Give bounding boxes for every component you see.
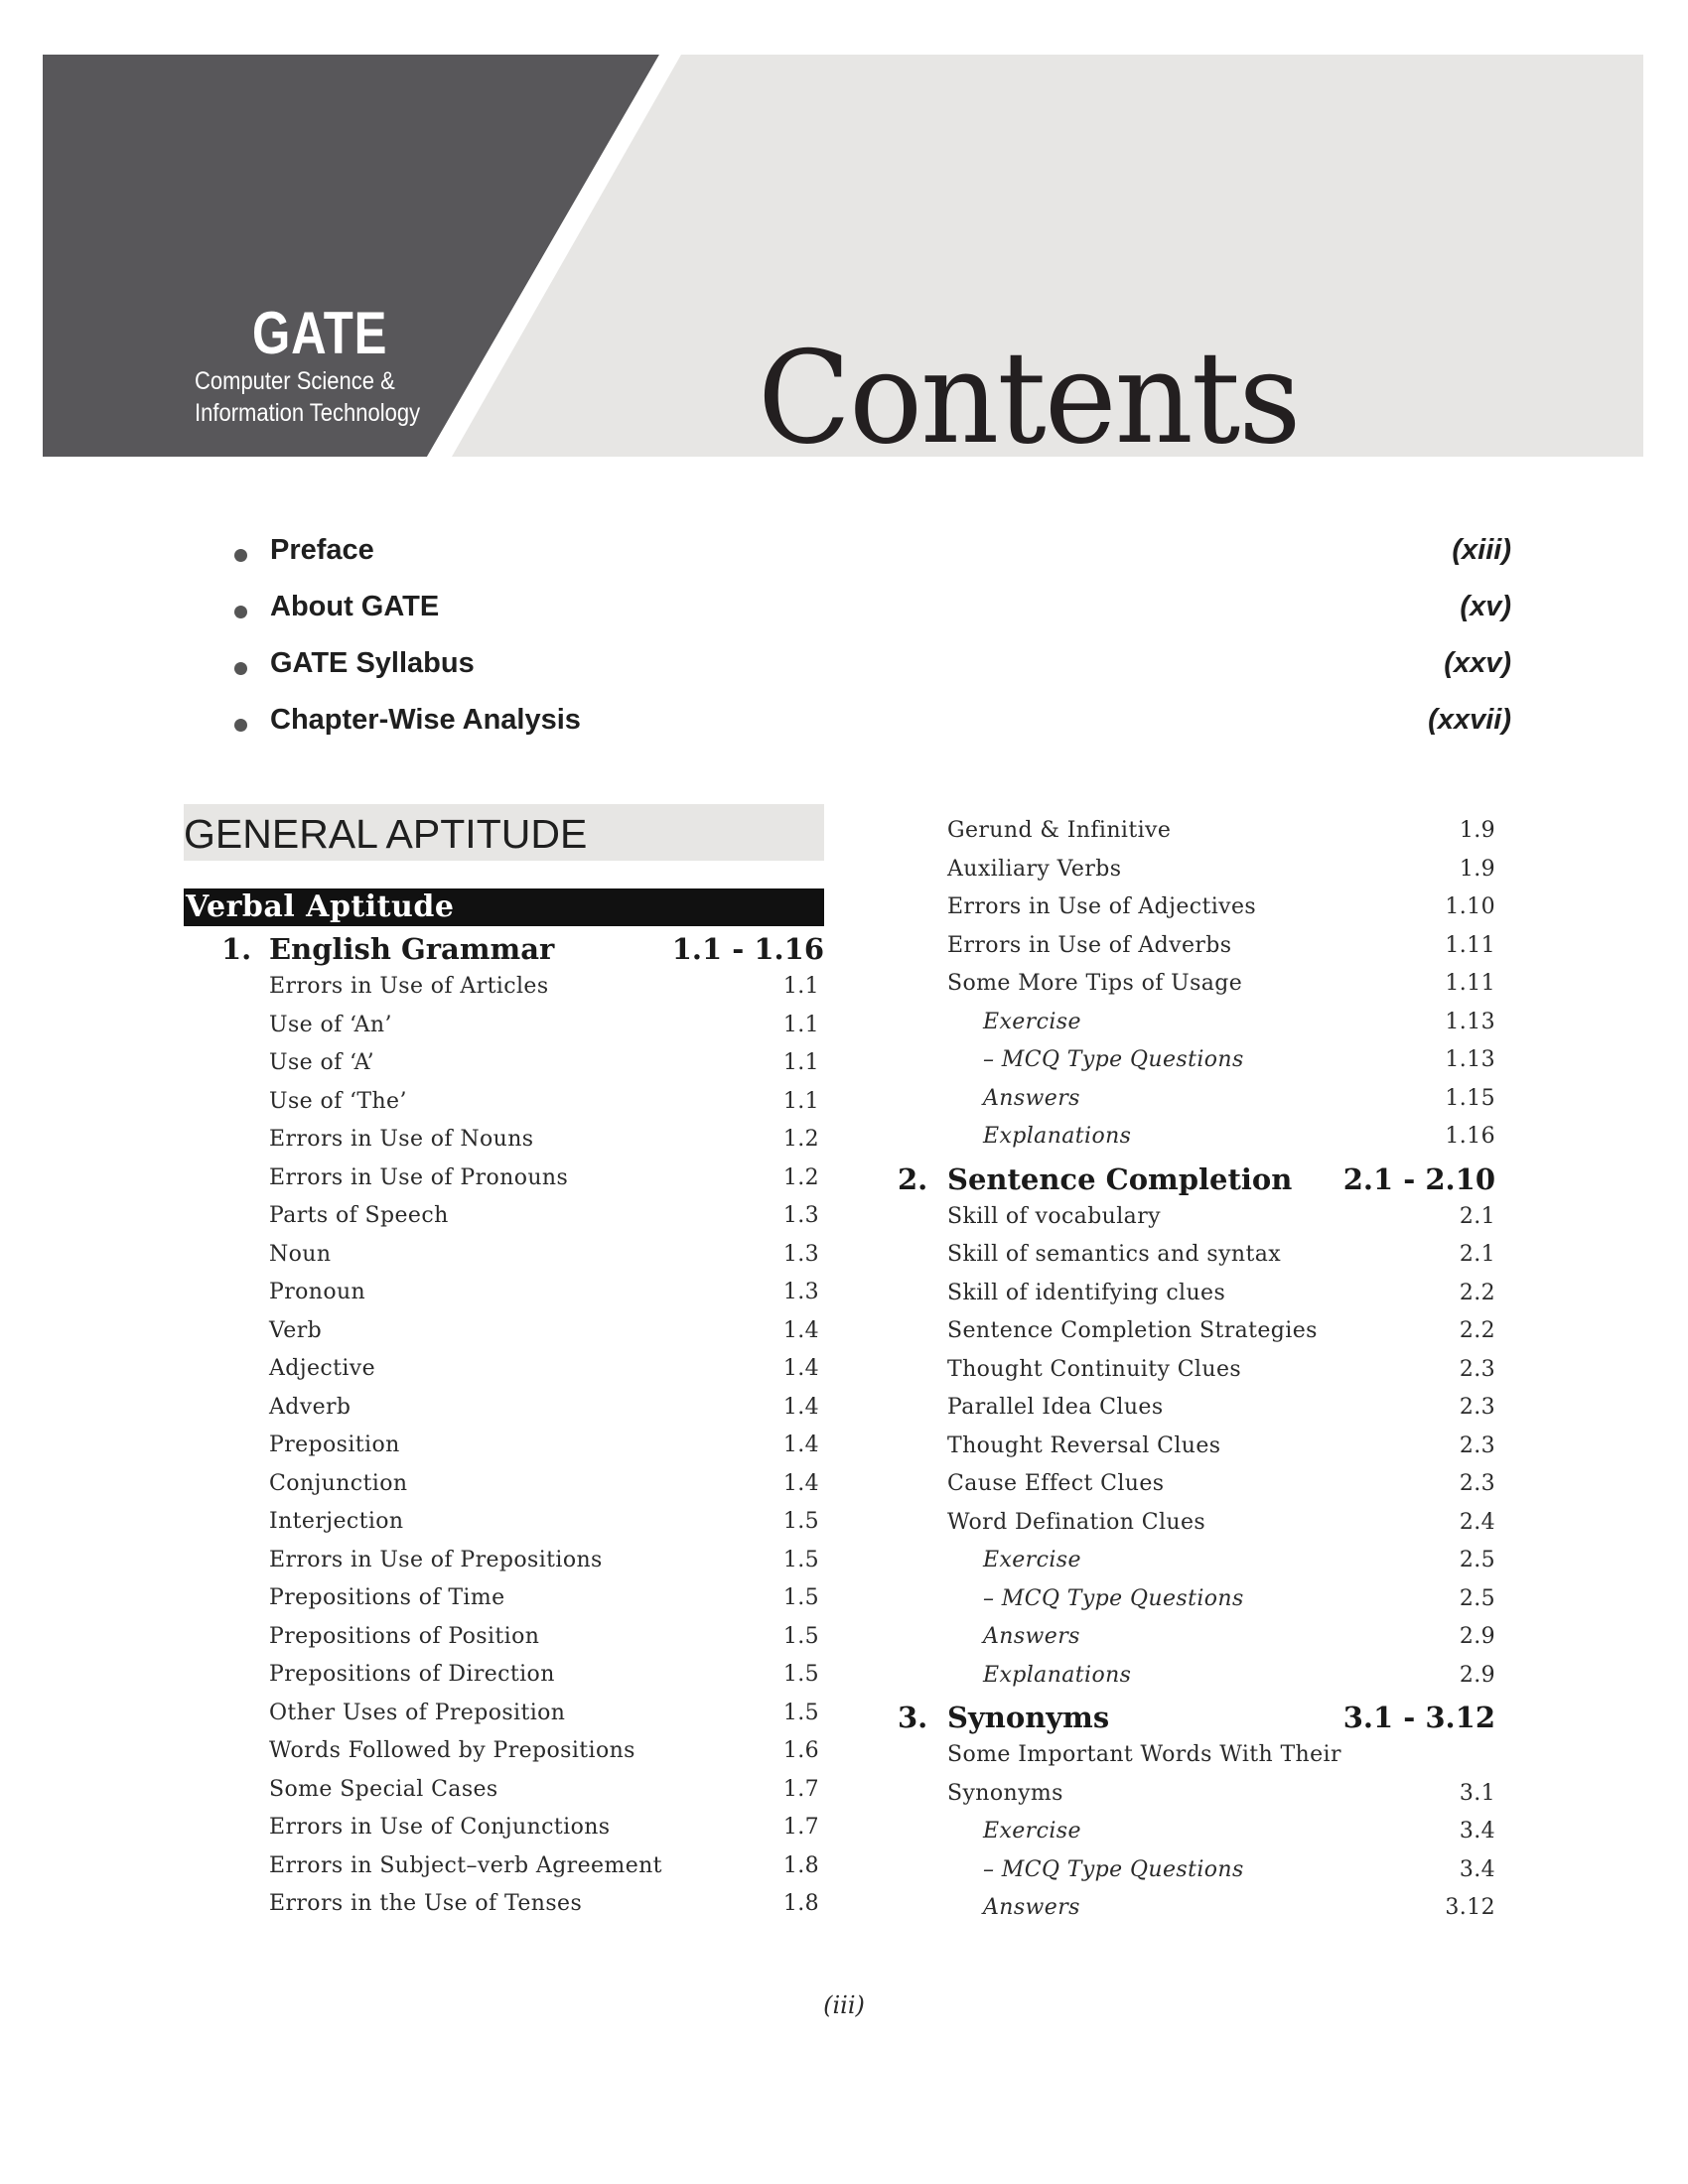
toc-entry[interactable] <box>890 1041 1495 1080</box>
toc-entry[interactable] <box>890 1389 1495 1428</box>
toc-entry-page: 1.3 <box>782 1241 819 1267</box>
toc-entry-page: 1.3 <box>782 1203 819 1228</box>
toc-entry[interactable] <box>184 1083 824 1122</box>
chapter-3-entries <box>890 1736 1495 1928</box>
chapter-title: Sentence Completion <box>947 1161 1293 1196</box>
toc-entry[interactable] <box>890 812 1495 851</box>
toc-entry-title: Errors in Use of Pronouns <box>269 1164 569 1190</box>
toc-entry[interactable] <box>890 965 1495 1004</box>
toc-entry[interactable] <box>184 1809 824 1847</box>
front-matter-label: GATE Syllabus <box>270 647 475 679</box>
toc-entry-title: Synonyms <box>947 1780 1063 1806</box>
chapter-number: 2. <box>898 1161 928 1196</box>
toc-left-column <box>184 804 824 1924</box>
toc-entry-title: Parts of Speech <box>269 1203 449 1228</box>
toc-entry[interactable] <box>184 1389 824 1428</box>
toc-entry-title: Use of ‘A’ <box>269 1050 375 1075</box>
page-number: (iii) <box>823 1991 865 2019</box>
toc-entry-title: Adjective <box>269 1356 376 1381</box>
toc-entry-title: Some More Tips of Usage <box>947 971 1243 996</box>
toc-entry[interactable] <box>184 1695 824 1733</box>
front-matter-label: About GATE <box>270 591 440 622</box>
chapter-heading-3[interactable] <box>890 1695 1495 1736</box>
toc-entry-page: 2.5 <box>1459 1548 1495 1572</box>
toc-entry-page: 1.15 <box>1445 1085 1495 1111</box>
front-matter-item[interactable] <box>230 589 1511 645</box>
chapter-2-entries <box>890 1198 1495 1696</box>
chapter-title: English Grammar <box>269 932 555 966</box>
toc-entry-page: 3.4 <box>1459 1819 1495 1843</box>
chapter-page-range: 3.1 - 3.12 <box>1342 1701 1495 1734</box>
toc-entry-page: 2.5 <box>1459 1585 1495 1611</box>
toc-entry[interactable] <box>890 1236 1495 1275</box>
toc-entry[interactable] <box>184 1465 824 1504</box>
toc-entry-page: 1.5 <box>782 1662 819 1687</box>
toc-entry[interactable] <box>890 1657 1495 1696</box>
toc-entry-title: Some Important Words With Their <box>947 1742 1341 1767</box>
toc-entry-title: Parallel Idea Clues <box>947 1395 1164 1420</box>
toc-entry-page: 3.1 <box>1459 1780 1495 1806</box>
toc-entry-title: Errors in Use of Articles <box>269 974 549 999</box>
chapter-heading-2[interactable] <box>890 1157 1495 1198</box>
toc-entry-page: 1.11 <box>1445 971 1495 996</box>
toc-entry-title: Words Followed by Prepositions <box>269 1738 635 1763</box>
toc-entry[interactable] <box>890 851 1495 889</box>
toc-entry-page: 1.11 <box>1445 932 1495 958</box>
toc-entry-page: 1.7 <box>782 1776 819 1802</box>
toc-entry-page: 1.13 <box>1445 1047 1495 1072</box>
chapter-page-range: 2.1 - 2.10 <box>1342 1161 1495 1196</box>
brand-name: GATE <box>252 300 388 366</box>
toc-entry[interactable] <box>890 1351 1495 1390</box>
front-matter-item[interactable] <box>230 645 1511 702</box>
toc-entry-title: Preposition <box>269 1433 400 1457</box>
toc-entry-page: 1.9 <box>1459 856 1495 882</box>
toc-entry-page: 1.16 <box>1445 1124 1495 1149</box>
chapter-1-entries <box>184 968 824 1924</box>
toc-entry[interactable] <box>890 1080 1495 1119</box>
toc-entry[interactable] <box>184 1160 824 1198</box>
toc-entry[interactable] <box>890 1198 1495 1237</box>
toc-entry-page: 1.5 <box>782 1623 819 1649</box>
toc-entry[interactable] <box>890 1118 1495 1157</box>
toc-entry-page: 1.9 <box>1459 818 1495 843</box>
front-matter-list <box>230 532 1511 758</box>
toc-entry[interactable] <box>890 1580 1495 1619</box>
toc-entry[interactable] <box>184 968 824 1007</box>
bullet-icon <box>234 549 247 562</box>
toc-entry-title: Use of ‘The’ <box>269 1088 407 1114</box>
toc-entry[interactable] <box>184 1121 824 1160</box>
toc-entry-title: Skill of semantics and syntax <box>947 1242 1282 1267</box>
toc-entry-page: 1.1 <box>782 1050 819 1075</box>
toc-entry[interactable] <box>890 1465 1495 1504</box>
chapter-title: Synonyms <box>947 1701 1110 1734</box>
toc-entry[interactable] <box>890 1312 1495 1351</box>
toc-entry-page: 2.4 <box>1459 1509 1495 1535</box>
toc-entry-title: Cause Effect Clues <box>947 1471 1165 1496</box>
toc-entry-title: Prepositions of Time <box>269 1585 505 1610</box>
toc-entry-page: 1.5 <box>782 1585 819 1610</box>
bullet-icon <box>234 606 247 618</box>
toc-entry[interactable] <box>184 1044 824 1083</box>
toc-entry-page: 2.3 <box>1459 1356 1495 1382</box>
toc-entry-title: Gerund & Infinitive <box>947 818 1172 843</box>
front-matter-page: (xiii) <box>1452 534 1511 566</box>
toc-entry[interactable] <box>890 1889 1495 1928</box>
toc-entry-page: 2.3 <box>1459 1395 1495 1420</box>
toc-entry-page: 1.4 <box>782 1317 819 1343</box>
toc-entry-page: 1.2 <box>782 1127 819 1152</box>
toc-entry[interactable] <box>184 1427 824 1465</box>
toc-entry-page: 3.4 <box>1459 1856 1495 1882</box>
toc-entry-page: 2.2 <box>1459 1280 1495 1305</box>
toc-entry-title: Conjunction <box>269 1470 408 1496</box>
toc-entry-page: 3.12 <box>1445 1895 1495 1920</box>
toc-entry[interactable] <box>890 1618 1495 1657</box>
chapter-number: 1. <box>221 932 252 966</box>
toc-entry-page: 2.9 <box>1459 1662 1495 1688</box>
toc-entry-title: Some Special Cases <box>269 1776 498 1802</box>
toc-entry-title: Auxiliary Verbs <box>947 856 1122 882</box>
front-matter-page: (xxv) <box>1444 647 1511 679</box>
toc-entry[interactable] <box>184 1847 824 1886</box>
toc-entry-page: 1.8 <box>782 1891 819 1916</box>
toc-entry-title: Answers <box>983 1085 1080 1111</box>
toc-entry-title: Errors in Use of Nouns <box>269 1127 534 1152</box>
front-matter-page: (xv) <box>1460 591 1511 622</box>
toc-entry-page: 1.13 <box>1445 1009 1495 1034</box>
toc-entry[interactable] <box>184 1007 824 1045</box>
toc-entry-page: 1.5 <box>782 1547 819 1572</box>
toc-entry[interactable] <box>890 1275 1495 1313</box>
front-matter-label: Preface <box>270 534 374 566</box>
toc-entry-page: 1.4 <box>782 1433 819 1457</box>
toc-entry-title: Pronoun <box>269 1280 366 1304</box>
toc-entry[interactable] <box>890 927 1495 966</box>
toc-entry-title: Explanations <box>983 1662 1132 1688</box>
toc-entry-page: 1.10 <box>1445 894 1495 919</box>
front-matter-item[interactable] <box>230 532 1511 589</box>
chapter-page-range: 1.1 - 1.16 <box>671 932 824 966</box>
toc-entry-title: Thought Reversal Clues <box>947 1433 1221 1458</box>
toc-entry-title: Prepositions of Position <box>269 1623 540 1649</box>
chapter-number: 3. <box>898 1701 928 1734</box>
section-heading: GENERAL APTITUDE <box>184 804 824 861</box>
toc-entry-title: – MCQ Type Questions <box>983 1856 1244 1882</box>
toc-entry-title: Prepositions of Direction <box>269 1662 555 1687</box>
toc-entry-page: 2.9 <box>1459 1624 1495 1649</box>
toc-entry[interactable] <box>890 1542 1495 1580</box>
toc-entry-title: Errors in the Use of Tenses <box>269 1891 583 1916</box>
front-matter-page: (xxvii) <box>1428 704 1511 736</box>
toc-entry-page: 1.2 <box>782 1164 819 1190</box>
chapter-1-continued-entries <box>890 812 1495 1157</box>
toc-entry-page: 1.1 <box>782 974 819 999</box>
toc-entry-page: 2.3 <box>1459 1433 1495 1458</box>
toc-entry[interactable] <box>890 1851 1495 1890</box>
chapter-heading-1[interactable] <box>184 926 824 968</box>
front-matter-label: Chapter-Wise Analysis <box>270 704 581 736</box>
toc-entry-title: Sentence Completion Strategies <box>947 1318 1318 1343</box>
toc-entry[interactable] <box>184 1503 824 1542</box>
toc-entry-page: 2.1 <box>1459 1242 1495 1267</box>
toc-entry-title: Use of ‘An’ <box>269 1012 392 1037</box>
bullet-icon <box>234 662 247 675</box>
toc-entry-page: 1.3 <box>782 1280 819 1304</box>
toc-entry[interactable] <box>184 1542 824 1580</box>
toc-entry[interactable] <box>184 1579 824 1618</box>
toc-entry-title: Exercise <box>983 1819 1081 1843</box>
toc-entry-title: Answers <box>983 1895 1080 1920</box>
subsection-heading: Verbal Aptitude <box>184 888 824 926</box>
toc-right-column <box>890 812 1495 1928</box>
toc-entry[interactable] <box>890 888 1495 927</box>
toc-entry-title: Skill of vocabulary <box>947 1203 1161 1229</box>
toc-entry-title: Exercise <box>983 1548 1081 1572</box>
toc-entry-page: 1.4 <box>782 1394 819 1420</box>
toc-entry-page: 2.2 <box>1459 1318 1495 1343</box>
toc-entry-title: Word Defination Clues <box>947 1509 1206 1535</box>
toc-entry-page: 1.7 <box>782 1815 819 1840</box>
toc-entry[interactable] <box>890 1813 1495 1851</box>
toc-entry-title: Noun <box>269 1241 332 1267</box>
toc-entry[interactable] <box>184 1350 824 1389</box>
toc-entry-title: – MCQ Type Questions <box>983 1047 1244 1072</box>
toc-entry-title: Errors in Use of Prepositions <box>269 1547 603 1572</box>
toc-entry[interactable] <box>184 1732 824 1771</box>
toc-entry-page: 1.1 <box>782 1088 819 1114</box>
toc-entry-title: Skill of identifying clues <box>947 1280 1226 1305</box>
toc-entry-title: Errors in Subject–verb Agreement <box>269 1852 662 1878</box>
toc-entry-page: 1.6 <box>782 1738 819 1763</box>
toc-entry[interactable] <box>184 1656 824 1695</box>
toc-entry[interactable] <box>184 1197 824 1236</box>
toc-entry-title: Thought Continuity Clues <box>947 1356 1242 1382</box>
toc-entry-title: Errors in Use of Adjectives <box>947 894 1257 919</box>
toc-entry-page: 2.1 <box>1459 1203 1495 1229</box>
toc-entry[interactable] <box>890 1775 1495 1814</box>
page-title: Contents <box>758 325 1300 473</box>
toc-entry-page: 1.8 <box>782 1852 819 1878</box>
toc-entry-page: 1.5 <box>782 1509 819 1534</box>
toc-entry-title: – MCQ Type Questions <box>983 1585 1244 1611</box>
toc-entry[interactable] <box>890 1736 1495 1775</box>
toc-entry-title: Verb <box>269 1317 323 1343</box>
toc-entry[interactable] <box>890 1004 1495 1042</box>
toc-entry-title: Interjection <box>269 1509 404 1534</box>
toc-entry-title: Explanations <box>983 1124 1132 1149</box>
toc-entry-page: 1.4 <box>782 1356 819 1381</box>
brand-subtitle-line1: Computer Science & <box>195 367 395 395</box>
toc-entry[interactable] <box>184 1236 824 1275</box>
toc-entry-title: Exercise <box>983 1009 1081 1034</box>
toc-entry[interactable] <box>890 1428 1495 1466</box>
toc-entry-title: Other Uses of Preposition <box>269 1700 566 1725</box>
toc-entry-title: Adverb <box>269 1394 352 1420</box>
toc-entry-page: 1.5 <box>782 1700 819 1725</box>
toc-entry[interactable] <box>184 1885 824 1924</box>
toc-entry[interactable] <box>184 1618 824 1657</box>
brand-subtitle-line2: Information Technology <box>195 399 421 427</box>
toc-entry-page: 2.3 <box>1459 1471 1495 1496</box>
toc-entry[interactable] <box>184 1312 824 1351</box>
front-matter-item[interactable] <box>230 702 1511 758</box>
toc-entry-page: 1.1 <box>782 1012 819 1037</box>
toc-entry-title: Errors in Use of Adverbs <box>947 932 1232 958</box>
toc-entry-title: Errors in Use of Conjunctions <box>269 1815 611 1840</box>
toc-entry-title: Answers <box>983 1624 1080 1649</box>
bullet-icon <box>234 719 247 732</box>
toc-entry-page: 1.4 <box>782 1470 819 1496</box>
toc-entry[interactable] <box>890 1504 1495 1543</box>
toc-entry[interactable] <box>184 1771 824 1810</box>
toc-entry[interactable] <box>184 1274 824 1312</box>
